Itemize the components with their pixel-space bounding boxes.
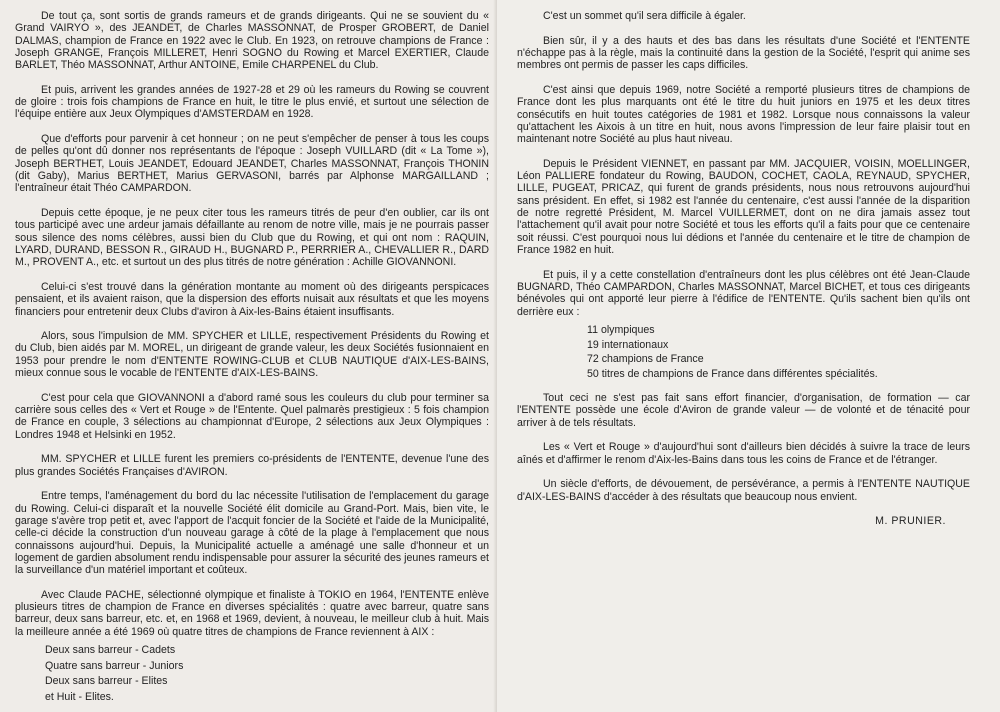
paragraph: MM. SPYCHER et LILLE furent les premiers co-présidents de l'ENTENTE, devenue l'une des plus grandes Sociétés Françaises d'AVIRON. — [15, 453, 489, 478]
paragraph: Celui-ci s'est trouvé dans la génération montante au moment où des dirigeants perspicaces pensaient, et ils avaient raison, que la dispersion des efforts nuisait aux résultats et que les moyens financiers pour entretenir deux Clubs d'aviron à Aix-les-Bains étaient insuffisants. — [15, 280, 489, 318]
paragraph: Un siècle d'efforts, de dévouement, de persévérance, a permis à l'ENTENTE NAUTIQUE d'AIX-LES-BAINS d'accéder à des résultats que beaucoup nous envient. — [517, 478, 970, 503]
paragraph: De tout ça, sont sortis de grands rameurs et de grands dirigeants. Qui ne se souvient du « Grand VAIRYO », des JEANDET, de Charles MASSONNAT, de Prosper GROBERT, de Daniel DALMAS, champion de France en 1922 avec le Club. En 1923, on retrouve champions de France : Joseph GRANGE, François MILLERET, Henri SOGNO du Rowing et Marcel EXERTIER, Claude BARLET, Théo MASSONNAT, Arthur ANTOINE, Emile CHARPENEL du Club. — [15, 10, 489, 72]
paragraph: Et puis, arrivent les grandes années de 1927-28 et 29 où les rameurs du Rowing se couvrent de gloire : trois fois champions de France en huit, le titre le plus envié, et surtout une sélection de l'équipe entière aux Jeux Olympiques d'AMSTERDAM en 1928. — [15, 83, 489, 121]
titles-1969-list — [45, 644, 489, 706]
paragraph: Avec Claude PACHE, sélectionné olympique et finaliste à TOKIO en 1964, l'ENTENTE enlève plusieurs titres de champion de France en diverses spécialités : quatre avec barreur, quatre sans barreur, deux sans barreur, etc. et, en 1968 et 1969, devient, à nouveau, le meilleur club à huit. Mais la meilleure année a été 1969 où quatre titres de champions de France reviennent à AIX : — [15, 588, 489, 638]
right-page — [497, 0, 1000, 712]
list-item: Quatre sans barreur - Juniors — [45, 659, 184, 672]
paragraph: Alors, sous l'impulsion de MM. SPYCHER et LILLE, respectivement Présidents du Rowing et du Club, bien aidés par M. MOREL, un dirigeant de grande valeur, les deux Sociétés fusionnaient en 1953 pour prendre le nom d'ENTENTE ROWING-CLUB et CLUB NAUTIQUE d'AIX-LES-BAINS, mieux connue sous le vocable de l'ENTENTE d'AIX-LES-BAINS. — [15, 330, 489, 380]
list-item: 19 internationaux — [587, 338, 669, 351]
list-item: 50 titres de champions de France dans différentes spécialités. — [587, 367, 878, 380]
paragraph: Bien sûr, il y a des hauts et des bas dans les résultats d'une Société et l'ENTENTE n'échappe pas à la règle, mais la continuité dans la gestion de la Société, l'esprit qui anime ses membres ont permis de passer les caps difficiles. — [517, 34, 970, 72]
list-item: 11 olympiques — [587, 324, 655, 337]
paragraph: Que d'efforts pour parvenir à cet honneur ; on ne peut s'empêcher de penser à tous les coups de pelles qu'ont dû donner nos représentants de l'époque : Joseph VUILLARD (dit « La Tome »), Joseph BERTHET, Louis JEANDET, Edouard JEANDET, Charles MASSONNAT, François THONIN (dit Gaby), Marius BERTHET, Marius GERVASONI, barrés par Alphonse MARGAILLAND ; l'entraîneur était Théo CAMPARDON. — [15, 133, 489, 195]
list-item: Deux sans barreur - Cadets — [45, 644, 176, 657]
left-page — [0, 0, 497, 712]
paragraph: Et puis, il y a cette constellation d'entraîneurs dont les plus célèbres ont été Jean-Claude BUGNARD, Théo CAMPARDON, Charles MASSONNAT, Marcel BICHET, et tous ces dirigeants bénévoles qui ont apporté leur pierre à l'édifice de l'ENTENTE. Qu'ils sachent bien qu'ils ont derrière eux : — [517, 268, 970, 318]
paragraph: C'est pour cela que GIOVANNONI a d'abord ramé sous les couleurs du club pour terminer sa carrière sous celles des « Vert et Rouge » de l'Entente. Quel palmarès prestigieux : 5 fois champion de France en couple, 3 sélections au championnat d'Europe, 2 sélections aux Jeux Olympiques : Londres 1948 et Helsinki en 1952. — [15, 391, 489, 441]
paragraph: Tout ceci ne s'est pas fait sans effort financier, d'organisation, de formation — car l'ENTENTE possède une école d'Aviron de grande valeur — de volonté et de ténacité pour arriver à de tels résultats. — [517, 392, 970, 429]
list-item: Deux sans barreur - Elites — [45, 675, 168, 688]
paragraph: Entre temps, l'aménagement du bord du lac nécessite l'utilisation de l'emplacement du garage du Rowing. Celui-ci disparaît et la nouvelle Société élit domicile au Grand-Port. Mais, bien vite, le garage s'avère trop petit et, avec l'apport de l'acquit foncier de la Société et l'aide de la Municipalité, celle-ci décide la construction d'un nouveau garage à côté de la plage à l'emplacement que nous connaissons aujourd'hui. Depuis, la Municipalité actuelle a aménagé une salle d'honneur et un logement de gardien absolument rendu indispensable pour assurer la sécurité des jeunes rameurs et la surveillance d'un matériel important et coûteux. — [15, 490, 489, 577]
paragraph: Depuis le Président VIENNET, en passant par MM. JACQUIER, VOISIN, MOELLINGER, Léon PALLIERE fondateur du Rowing, BAUDON, COCHET, CAOLA, REYNAUD, SPYCHER, LILLE, PUGEAT, PRICAZ, qui furent de grands présidents, nous nous retrouvons aujourd'hui sans président. En effet, si 1982 est l'année du centenaire, c'est aussi l'année de la disparition de notre regretté Président, M. Marcel VUILLERMET, dont on ne dira jamais assez tout l'attachement qu'il avait pour notre Société et tous les efforts qu'il a faits pour que ce centenaire soit réussi. C'est pourquoi nous lui dédions et l'année du centenaire et le titre de champion de France 1982 en huit. — [517, 157, 970, 256]
signature: M. PRUNIER. — [875, 515, 946, 528]
achievements-list — [587, 324, 970, 382]
paragraph: C'est un sommet qu'il sera difficile à égaler. — [543, 10, 746, 22]
list-item: et Huit - Elites. — [45, 690, 114, 703]
paragraph: Les « Vert et Rouge » d'aujourd'hui sont d'ailleurs bien décidés à suivre la trace de leurs aînés et d'affirmer le renom d'Aix-les-Bains dans tous les coins de France et de l'étranger. — [517, 441, 970, 466]
paragraph: C'est ainsi que depuis 1969, notre Société a remporté plusieurs titres de champions de France dont les plus marquants ont été le titre du huit juniors en 1975 et les deux titres consécutifs en huit toutes catégories de 1981 et 1982. Lorsque nous connaissons la valeur qu'attachent les Aixois à un titre en huit, nous avons l'impression de leur faire plaisir tout en maintenant notre Société au plus haut niveau. — [517, 83, 970, 146]
paragraph: Depuis cette époque, je ne peux citer tous les rameurs titrés de peur d'en oublier, car ils ont tous participé avec une ardeur jamais défaillante au renom de notre ville, mais je ne pourrais passer sous silence des noms célèbres, aussi bien du Club que du Rowing, et qui ont nom : RAQUIN, LYARD, DURAND, BESSON R., GIRAUD H., BUGNARD P., PERRRIER A., CHEVALLIER R., DARD M., PROVENT A., etc. et surtout un des plus titrés de notre génération : Achille GIOVANNONI. — [15, 207, 489, 269]
list-item: 72 champions de France — [587, 353, 704, 366]
